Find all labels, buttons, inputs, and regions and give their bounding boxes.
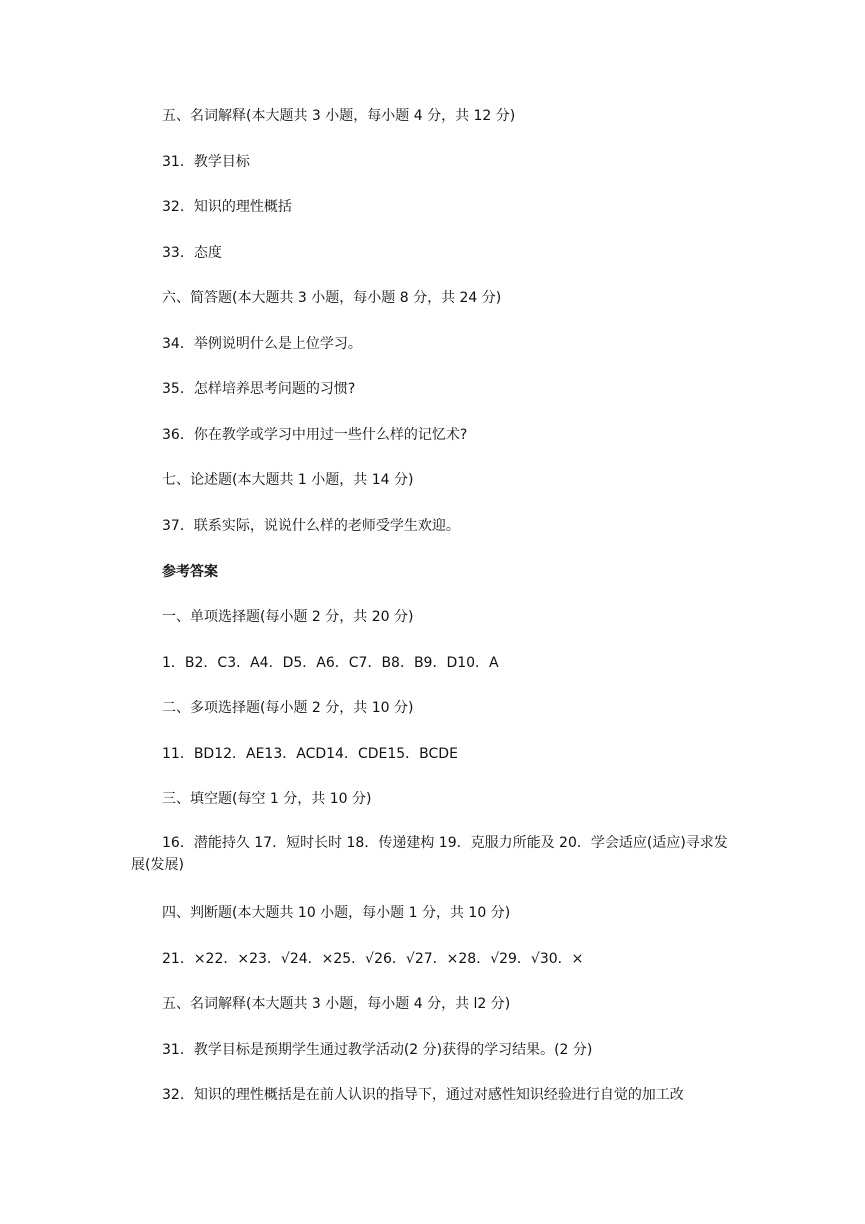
section-heading-terms: 五、名词解释(本大题共 3 小题，每小题 4 分，共 12 分)	[162, 108, 516, 124]
question-31: 31．教学目标	[162, 154, 250, 170]
question-34: 34．举例说明什么是上位学习。	[162, 336, 362, 352]
answer-single-choice: 1．B2．C3．A4．D5．A6．C7．B8．B9．D10．A	[162, 655, 499, 671]
answer-31: 31．教学目标是预期学生通过教学活动(2 分)获得的学习结果。(2 分)	[162, 1042, 593, 1058]
answer-heading-fill-blank: 三、填空题(每空 1 分，共 10 分)	[162, 791, 372, 807]
section-heading-essay: 七、论述题(本大题共 1 小题，共 14 分)	[162, 472, 414, 488]
answer-fill-blank: 16．潜能持久 17．短时长时 18．传递建构 19．克服力所能及 20．学会适应(适应)寻求发展(发展)	[131, 835, 728, 873]
section-heading-short-answer: 六、简答题(本大题共 3 小题，每小题 8 分，共 24 分)	[162, 290, 502, 306]
answer-heading-multi-choice: 二、多项选择题(每小题 2 分，共 10 分)	[162, 700, 414, 716]
question-36: 36．你在教学或学习中用过一些什么样的记忆术?	[162, 427, 468, 443]
question-35: 35．怎样培养思考问题的习惯?	[162, 381, 356, 397]
answer-key-title: 参考答案	[162, 564, 218, 580]
answer-heading-single-choice: 一、单项选择题(每小题 2 分，共 20 分)	[162, 609, 414, 625]
question-33: 33．态度	[162, 245, 222, 261]
answer-32: 32．知识的理性概括是在前人认识的指导下，通过对感性知识经验进行自觉的加工改	[162, 1087, 684, 1103]
answer-heading-terms: 五、名词解释(本大题共 3 小题，每小题 4 分，共 l2 分)	[162, 996, 511, 1012]
answer-heading-true-false: 四、判断题(本大题共 10 小题，每小题 1 分，共 10 分)	[162, 905, 511, 921]
answer-multi-choice: 11．BD12．AE13．ACD14．CDE15．BCDE	[162, 746, 458, 762]
question-32: 32．知识的理性概括	[162, 199, 292, 215]
question-37: 37．联系实际，说说什么样的老师受学生欢迎。	[162, 518, 460, 534]
answer-true-false: 21．×22．×23．√24．×25．√26．√27．×28．√29．√30．×	[162, 951, 584, 967]
